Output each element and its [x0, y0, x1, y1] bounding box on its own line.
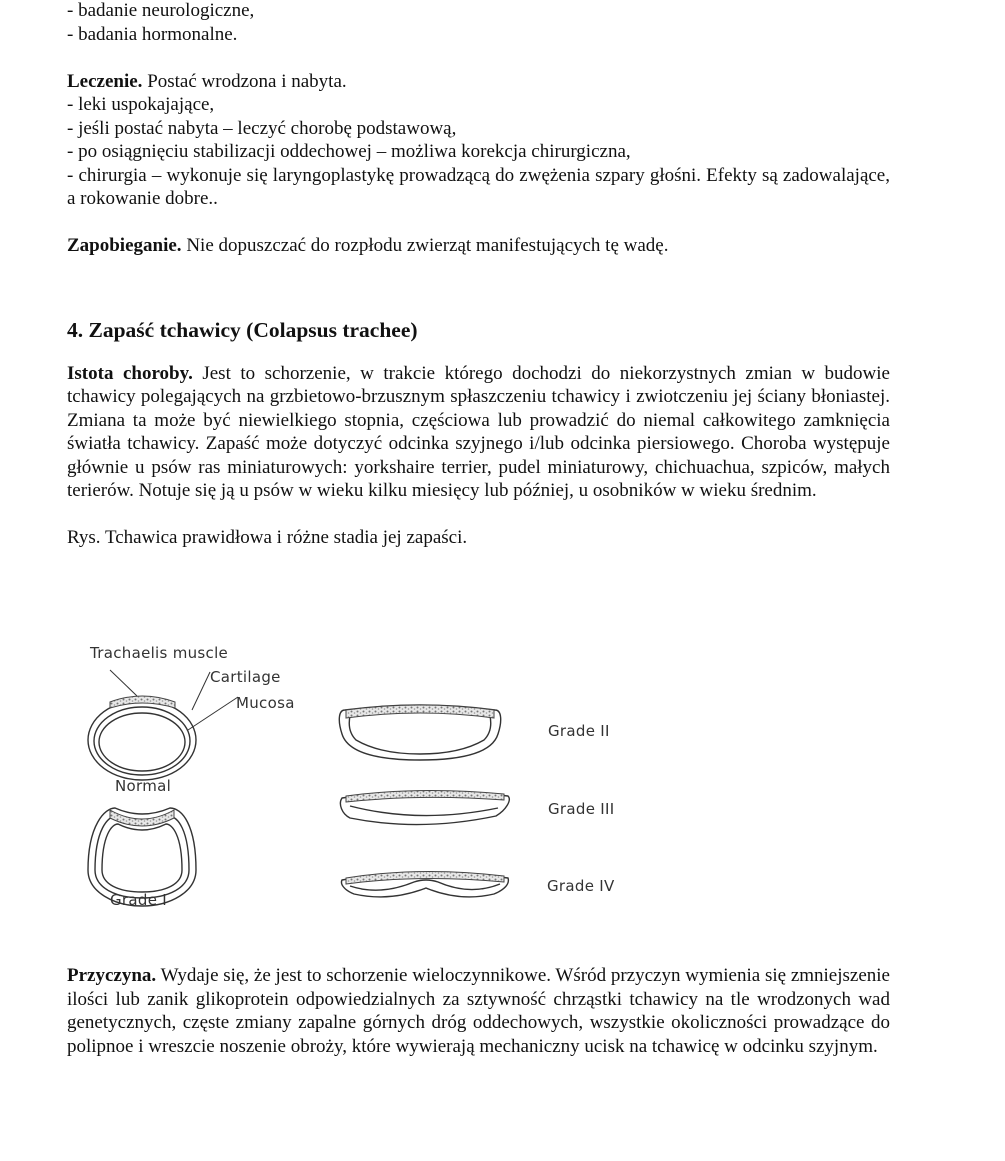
prevention-heading: Zapobieganie.: [67, 235, 182, 256]
list-item: - badanie neurologiczne,: [67, 0, 255, 21]
treatment-intro: [67, 70, 890, 94]
section-title: 4. Zapaść tchawicy (Colapsus trachee): [67, 317, 418, 342]
label-grade-2: Grade II: [548, 722, 610, 740]
label-trachaelis-muscle: Trachaelis muscle: [90, 644, 229, 662]
list-item: - chirurgia – wykonuje się laryngoplastykę prowadzącą do zwężenia szpary głośni. Efekty są zadowalające, a rokowanie dobre..: [67, 164, 890, 209]
essence-heading: Istota choroby.: [67, 362, 193, 384]
essence-text: Jest to schorzenie, w trakcie którego dochodzi do niekorzystnych zmian w budowie tchawicy polegających na grzbietowo-brzusznym spłaszczeniu tchawicy i zwiotczeniu jej ściany błoniastej. Zmiana ta może być niewielkiego stopnia, częściowa lub prowadzić do niemal całkowitego zamknięcia światła tchawicy. Zapaść może dotyczyć odcinka szyjnego i/lub odcinka piersiowego. Choroba występuje głównie u psów ras miniaturowych: yorkshaire terrier, pudel miniaturowy, chichuachua, szpiców, małych terierów. Notuje się ją u psów w wieku kilku miesięcy lub później, u osobników w wieku średnim.: [67, 362, 890, 501]
essence-paragraph: [67, 362, 890, 503]
label-cartilage: Cartilage: [210, 668, 281, 686]
treatment-intro-text: Postać wrodzona i nabyta.: [142, 70, 347, 92]
label-grade-3: Grade III: [548, 800, 615, 818]
list-item: - badania hormonalne.: [67, 23, 238, 45]
cause-heading: Przyczyna.: [67, 965, 157, 986]
label-mucosa: Mucosa: [236, 694, 295, 712]
cause-paragraph: [67, 964, 890, 1058]
trachea-collapse-figure: [80, 630, 640, 920]
grade-3-trachea-shape: [340, 790, 509, 824]
list-item: - leki uspokajające,: [67, 94, 215, 115]
prevention-paragraph: [67, 234, 890, 258]
document-page: [67, 0, 890, 550]
figure-caption: Rys. Tchawica prawidłowa i różne stadia jej zapaści.: [67, 527, 468, 548]
prevention-text: Nie dopuszczać do rozpłodu zwierząt manifestujących tę wadę.: [181, 235, 669, 256]
label-normal: Normal: [115, 777, 172, 795]
grade-4-trachea-shape: [342, 871, 509, 896]
cause-section: [67, 964, 890, 1058]
label-grade-4: Grade IV: [547, 877, 615, 895]
list-item: - po osiągnięciu stabilizacji oddechowej – możliwa korekcja chirurgiczna,: [67, 141, 631, 162]
label-grade-1: Grade I: [110, 891, 168, 909]
list-item: - jeśli postać nabyta – leczyć chorobę podstawową,: [67, 117, 457, 139]
grade-2-trachea-shape: [339, 705, 500, 760]
cause-text: Wydaje się, że jest to schorzenie wieloczynnikowe. Wśród przyczyn wymienia się zmniejszenie ilości lub zanik glikoprotein odpowiedzialnych za sztywność chrząstki tchawicy na tle wrodzonych wad genetycznych, częste zmiany zapalne górnych dróg oddechowych, wszystkie okoliczności prowadzące do polipnoe i wreszcie noszenie obroży, które wywierają mechaniczny ucisk na tchawicę w odcinku szyjnym.: [67, 965, 890, 1057]
treatment-heading: Leczenie.: [67, 70, 143, 92]
